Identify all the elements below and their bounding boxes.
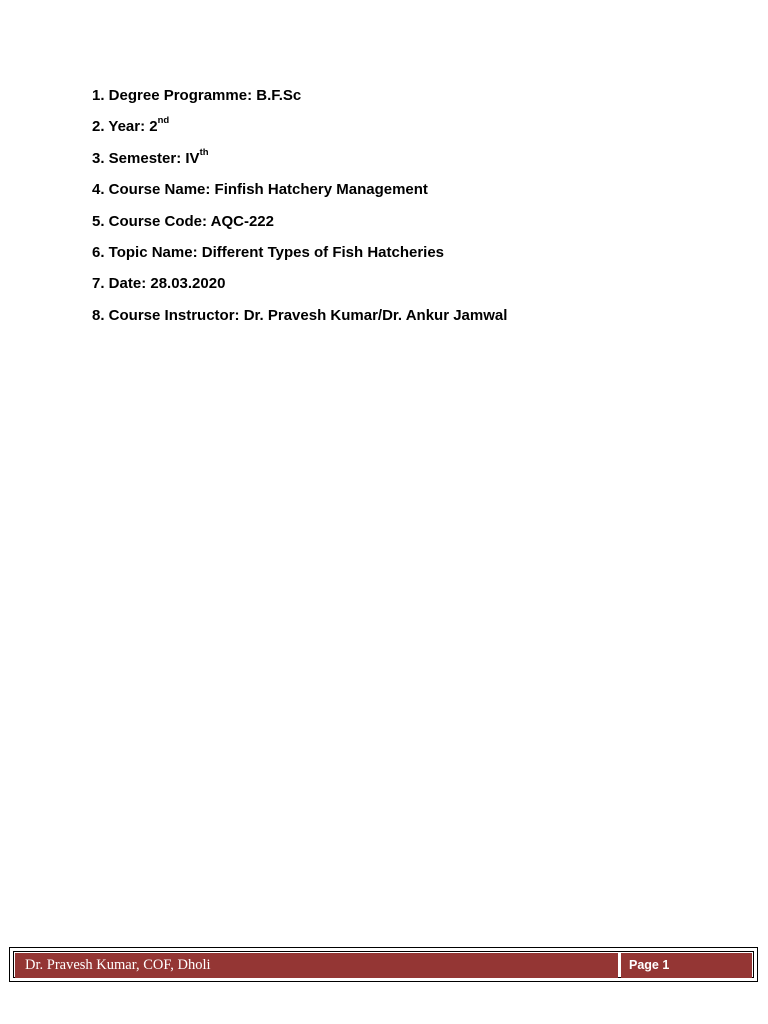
degree-programme-line bbox=[92, 86, 507, 105]
course-instructor-text: 8. Course Instructor: Dr. Pravesh Kumar/Dr. Ankur Jamwal bbox=[92, 306, 508, 324]
year-line bbox=[92, 117, 507, 136]
year-ordinal-suffix: nd bbox=[157, 115, 170, 127]
year-text: 2. Year: 2 bbox=[92, 118, 158, 136]
footer-frame bbox=[13, 951, 754, 978]
semester-ordinal-suffix: th bbox=[199, 146, 209, 158]
degree-programme-text: 1. Degree Programme: B.F.Sc bbox=[92, 87, 302, 104]
date-line bbox=[92, 274, 507, 293]
course-name-line bbox=[92, 180, 507, 199]
topic-name-text: 6. Topic Name: Different Types of Fish Hatcheries bbox=[92, 243, 445, 261]
topic-name-line bbox=[92, 243, 507, 262]
course-details-list bbox=[92, 86, 507, 337]
footer-author: Dr. Pravesh Kumar, COF, Dholi bbox=[15, 953, 618, 978]
semester-text: 3. Semester: IV bbox=[92, 149, 200, 167]
course-code-text: 5. Course Code: AQC-222 bbox=[92, 212, 274, 230]
date-text: 7. Date: 28.03.2020 bbox=[92, 275, 226, 293]
semester-line bbox=[92, 146, 507, 168]
course-code-line bbox=[92, 212, 507, 231]
course-instructor-line bbox=[92, 306, 507, 325]
page-footer bbox=[9, 947, 758, 982]
course-name-text: 4. Course Name: Finfish Hatchery Management bbox=[92, 181, 428, 199]
footer-page-number: Page 1 bbox=[621, 953, 752, 978]
